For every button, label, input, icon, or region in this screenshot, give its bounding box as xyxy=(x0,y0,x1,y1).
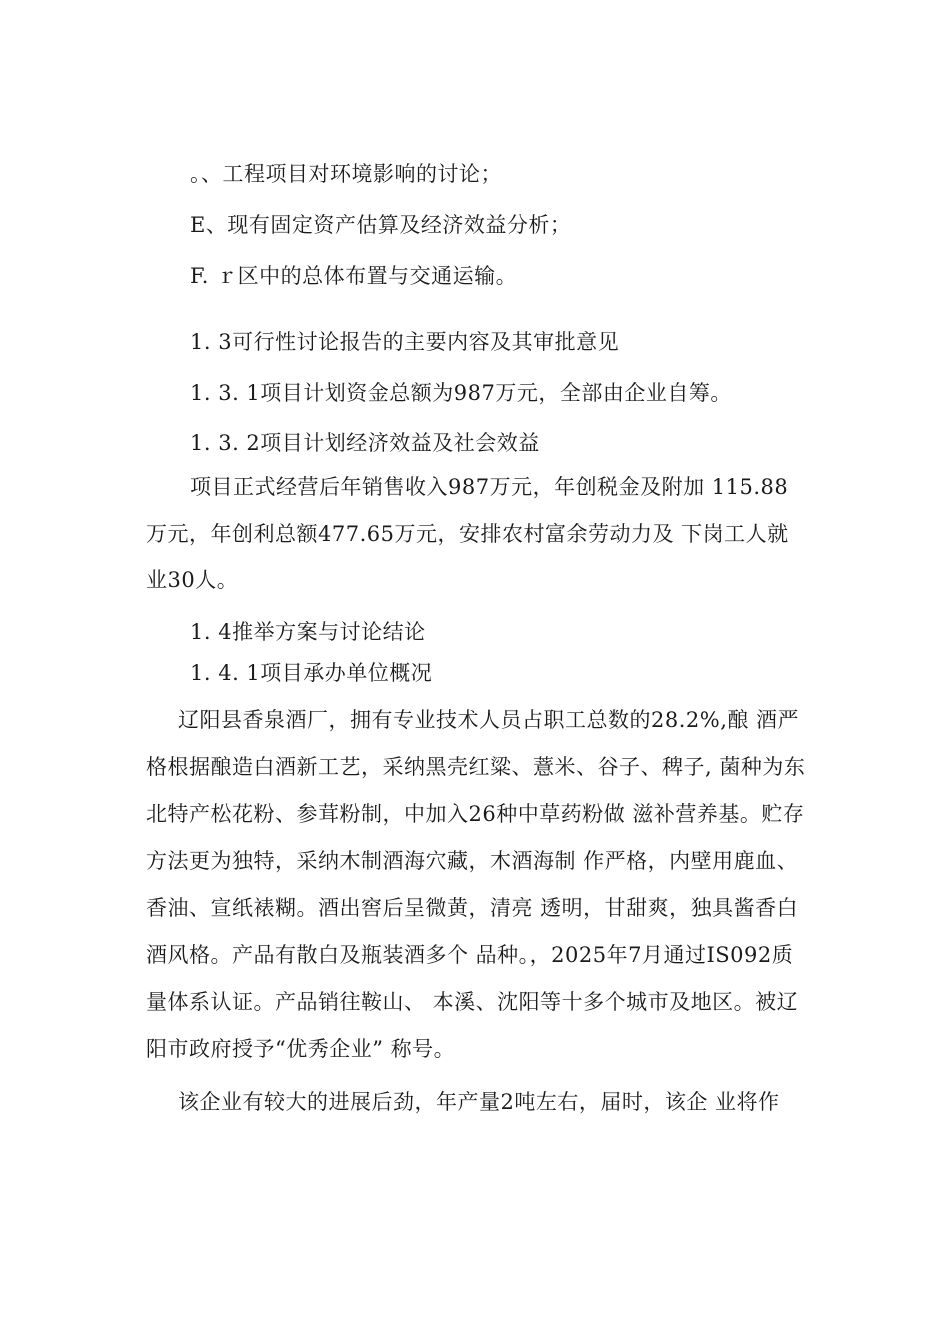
paragraph-line: 量体系认证。产品销往鞍山、 本溪、沈阳等十多个城市及地区。被辽 xyxy=(146,990,799,1014)
paragraph-line: 方法更为独特，采纳木制酒海穴藏，木酒海制 作严格，内壁用鹿血、 xyxy=(146,849,799,873)
subsection-1-3-2: 1. 3. 2项目计划经济效益及社会效益 xyxy=(190,431,540,455)
paragraph-line: 阳市政府授予“优秀企业” 称号。 xyxy=(146,1037,456,1061)
paragraph-line: 业30人。 xyxy=(146,568,239,592)
paragraph-line: 酒风格。产品有散白及瓶装酒多个 品种。，2025年7月通过IS092质 xyxy=(146,943,794,967)
subsection-1-4-1: 1. 4. 1项目承办单位概况 xyxy=(190,661,433,685)
paragraph-line: 万元，年创利总额477.65万元，安排农村富余劳动力及 下岗工人就 xyxy=(146,522,789,546)
paragraph-line: 辽阳县香泉酒厂，拥有专业技术人员占职工总数的28.2%,酿 酒严 xyxy=(178,708,800,732)
paragraph-line: 北特产松花粉、参茸粉制，中加入26种中草药粉做 滋补营养基。贮存 xyxy=(146,802,805,826)
paragraph-line: 该企业有较大的进展后劲，年产量2吨左右，届时，该企 业将作 xyxy=(178,1090,780,1114)
paragraph-line: 格根据酿造白酒新工艺，采纳黑壳红粱、薏米、谷子、稗子, 菌种为东 xyxy=(146,755,806,779)
list-item-c: 。、工程项目对环境影响的讨论； xyxy=(190,162,502,186)
list-item-e: E、现有固定资产估算及经济效益分析； xyxy=(190,213,572,237)
section-heading-1-4: 1. 4推举方案与讨论结论 xyxy=(190,620,426,644)
list-item-f: F. ｒ区中的总体布置与交通运输。 xyxy=(190,264,518,288)
subsection-1-3-1: 1. 3. 1项目计划资金总额为987万元，全部由企业自筹。 xyxy=(190,381,732,405)
paragraph-line: 香油、宣纸裱糊。酒出窖后呈微黄，清亮 透明，甘甜爽，独具酱香白 xyxy=(146,896,799,920)
section-heading-1-3: 1. 3可行性讨论报告的主要内容及其审批意见 xyxy=(190,330,620,354)
paragraph-line: 项目正式经营后年销售收入987万元，年创税金及附加 115.88 xyxy=(190,475,789,499)
